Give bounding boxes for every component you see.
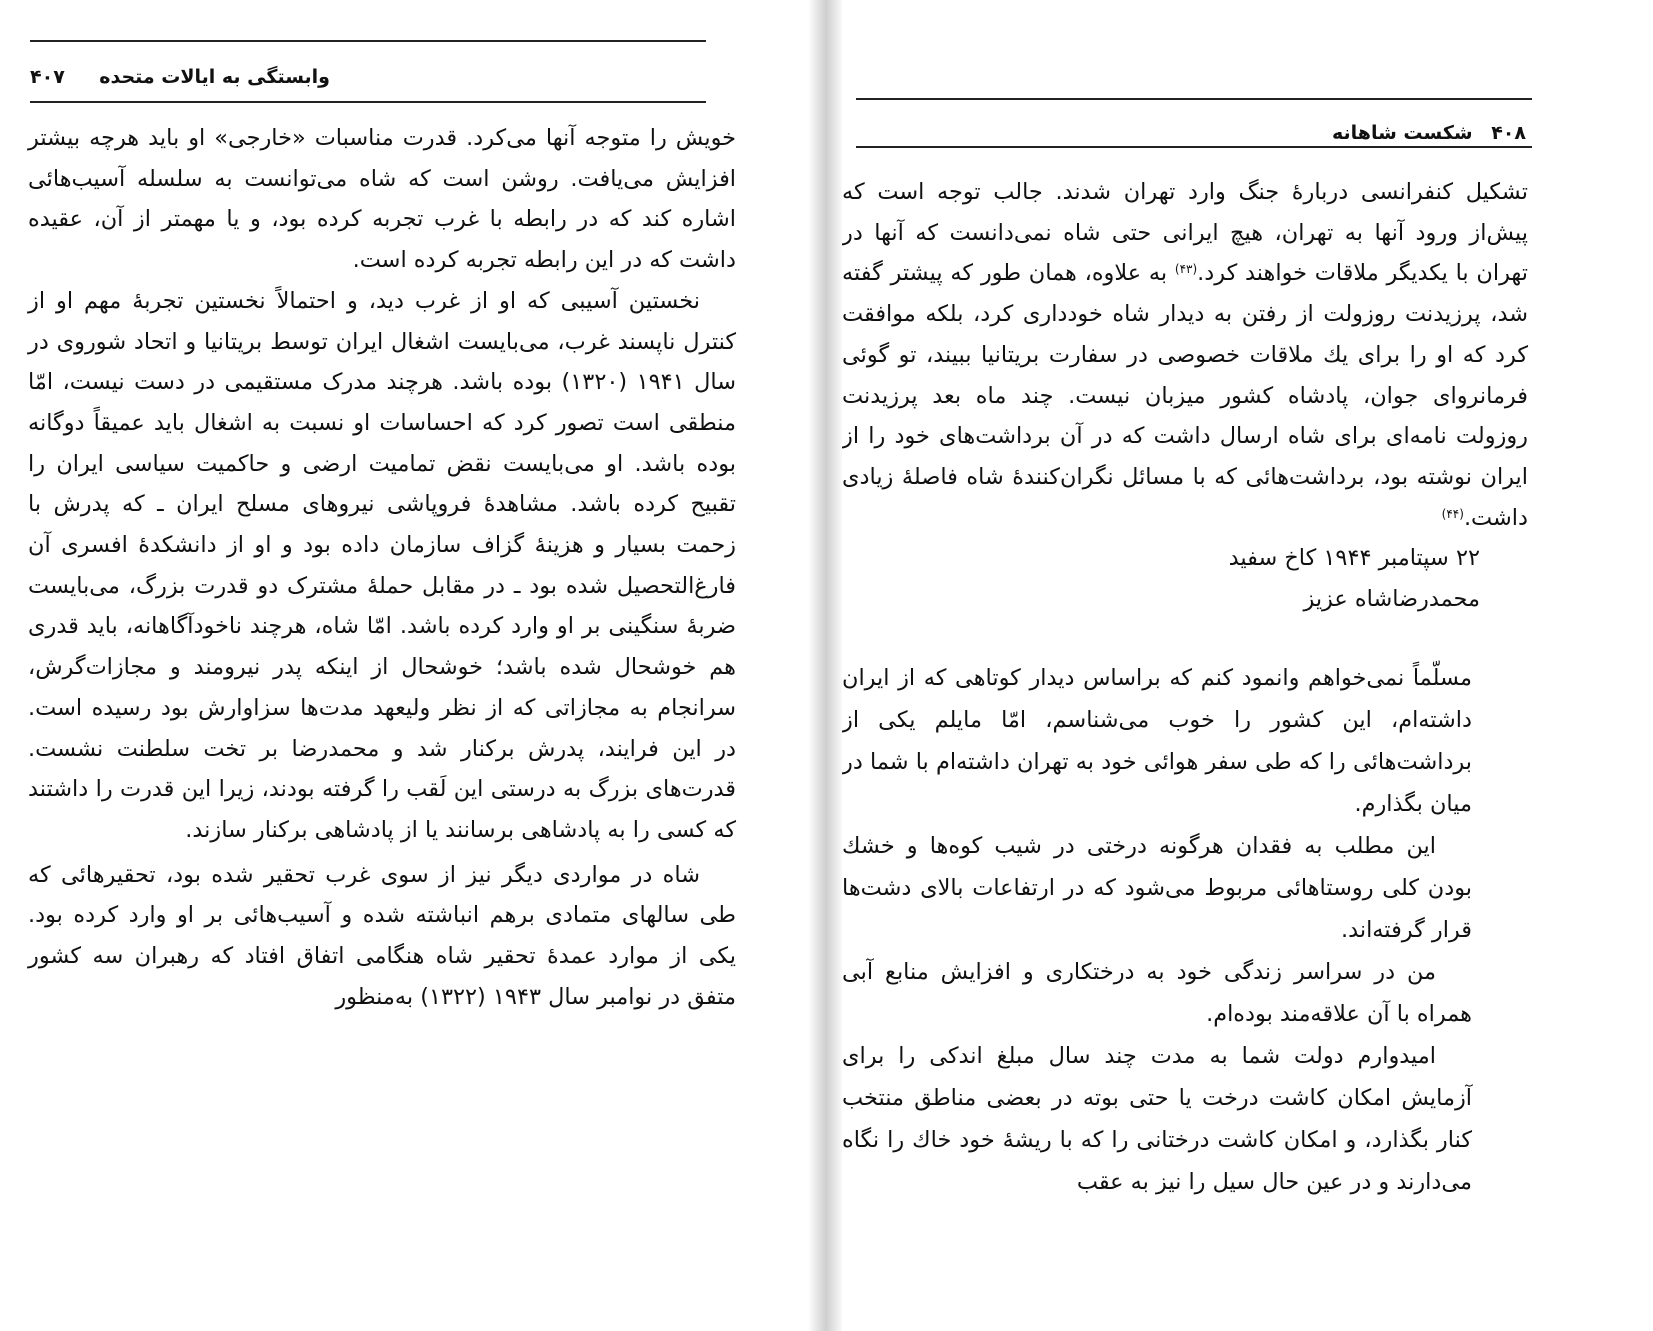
paragraph [842, 172, 1528, 538]
letter-date: ۲۲ سپتامبر ۱۹۴۴ کاخ سفید [1228, 545, 1480, 572]
footnote-marker: (۴۳) [1174, 262, 1198, 277]
header-bottom-rule [856, 146, 1532, 148]
running-head-title: وابستگی به ایالات متحده [99, 66, 330, 88]
body-text [842, 172, 1528, 620]
paragraph: شاه در مواردی دیگر نیز از سوی غرب تحقیر شده بود، تحقیرهائی که طی سالهای متمادی برهم انباشته شده و آسیب‌هائی بر او وارد کرده بود. یکی از موارد عمدهٔ تحقیر شاه هنگامی اتفاق افتاد که رهبران سه کشور متفق در نوامبر سال ۱۹۴۳ (۱۳۲۲) به‌منظور [28, 861, 736, 1010]
letter-paragraph: من در سراسر زندگی خود به درختکاری و افزایش منابع آبی همراه با آن علاقه‌مند بوده‌ام. [842, 959, 1472, 1027]
book-gutter [808, 0, 844, 1331]
letter-paragraph: این مطلب به فقدان هرگونه درختی در شیب کوه‌ها و خشك بودن کلی روستاهائی مربوط می‌شود که در ارتفاعات بالای دشت‌ها قرار گرفته‌اند. [842, 833, 1472, 943]
header-top-rule [856, 98, 1532, 100]
letter-paragraph: مسلّماً نمی‌خواهم وانمود کنم که براساس دیدار کوتاهی که از ایران داشته‌ام، این کشور را خوب می‌شناسم، امّا مایلم یکی از برداشت‌هائی را که طی سفر هوائی خود به تهران داشته‌ام با شما در میان بگذارم. [842, 665, 1472, 817]
header-top-rule [30, 40, 706, 42]
paragraph: خویش را متوجه آنها می‌کرد. قدرت مناسبات «خارجی» او باید هرچه بیشتر افزایش می‌یافت. روشن است که شاه می‌توانست به سلسله آسیب‌هائی اشاره کند که در رابطه با غرب تجربه کرده بود، و یا مهمتر از آن، عقیده داشت که در این رابطه تجربه کرده است. [28, 125, 736, 274]
paragraph: نخستین آسیبی که او از غرب دید، و احتمالاً نخستین تجربهٔ مهم او از کنترل ناپسند غرب، می‌بایست اشغال ایران توسط بریتانیا و اتحاد شوروی در سال ۱۹۴۱ (۱۳۲۰) بوده باشد. هرچند مدرک مستقیمی در دست نیست، امّا منطقی است تصور کرد که احساسات او نسبت به اشغال باید عمیقاً دوگانه بوده باشد. او می‌بایست نقض تمامیت ارضی و حاکمیت سیاسی ایران را تقبیح کرده باشد. مشاهدهٔ فروپاشی نیروهای مسلح ایران ـ که پدرش با زحمت بسیار و هزینهٔ گزاف سازمان داده بود و او از دانشکدهٔ افسری آن فارغ‌التحصیل شده بود ـ در مقابل حملهٔ مشترک دو قدرت بزرگ، می‌بایست ضربهٔ سنگینی بر او وارد کرده باشد. امّا شاه، هرچند ناخودآگاهانه، باید قدری هم خوشحال شده باشد؛ خوشحال از اینکه پدر نیرومند و مجازات‌گرش، سرانجام به مجازاتی که از نظر ولیعهد مدت‌ها سزاوارش بود رسیده است. در این فرایند، پدرش برکنار شد و محمدرضا بر تخت سلطنت نشست. قدرت‌های بزرگ به درستی این لَقب را گرفته بودند، زیرا این قدرت را داشتند که کسی را به پادشاهی برسانند یا از پادشاهی برکنار سازند. [28, 287, 737, 843]
footnote-marker: (۴۴) [1441, 506, 1464, 521]
letter-salutation: محمدرضاشاه عزیز [1303, 586, 1480, 613]
header-bottom-rule [30, 101, 706, 103]
letter-body [842, 657, 1472, 1203]
letter-paragraph: امیدوارم دولت شما به مدت چند سال مبلغ اندکی را برای آزمایش امکان کاشت درخت یا حتی بوته در بعضی مناطق منتخب کنار بگذارد، و امکان کاشت درختانی را که با ریشهٔ خود خاك را نگاه می‌دارند و در عین حال سیل را نیز به عقب [842, 1043, 1472, 1195]
body-text [28, 118, 736, 1017]
running-header [30, 66, 330, 88]
right-page [842, 0, 1653, 1331]
intro-text-continued: به علاوه، همان طور که پیشتر گفته شد، پرزیدنت روزولت از رفتن به دیدار شاه خودداری کرد، بلکه موافقت کرد که او را برای یك ملاقات خصوصی در سفارت بریتانیا ببیند، تو گوئی فرمانروای جوان، پادشاه کشور میزبان نیست. چند ماه بعد پرزیدنت روزولت نامه‌ای برای شاه ارسال داشت که در آن برداشت‌های خود را از ایران نوشته بود، برداشت‌هائی که با مسائل نگران‌کنندهٔ شاه فاصلهٔ زیادی داشت. [842, 260, 1528, 531]
page-number: ۴۰۸ [1491, 122, 1526, 144]
page-number: ۴۰۷ [30, 66, 65, 88]
left-page [0, 0, 810, 1331]
running-header [1332, 122, 1526, 144]
running-head-title: شکست شاهانه [1332, 122, 1473, 144]
intro-text: تشکیل کنفرانسی دربارهٔ جنگ وارد تهران شدند. جالب توجه است که پیش‌از ورود آنها به تهران، هیچ ایرانی حتی شاه نمی‌دانست که آنها در تهران با یکدیگر ملاقات خواهند کرد. [842, 179, 1528, 287]
